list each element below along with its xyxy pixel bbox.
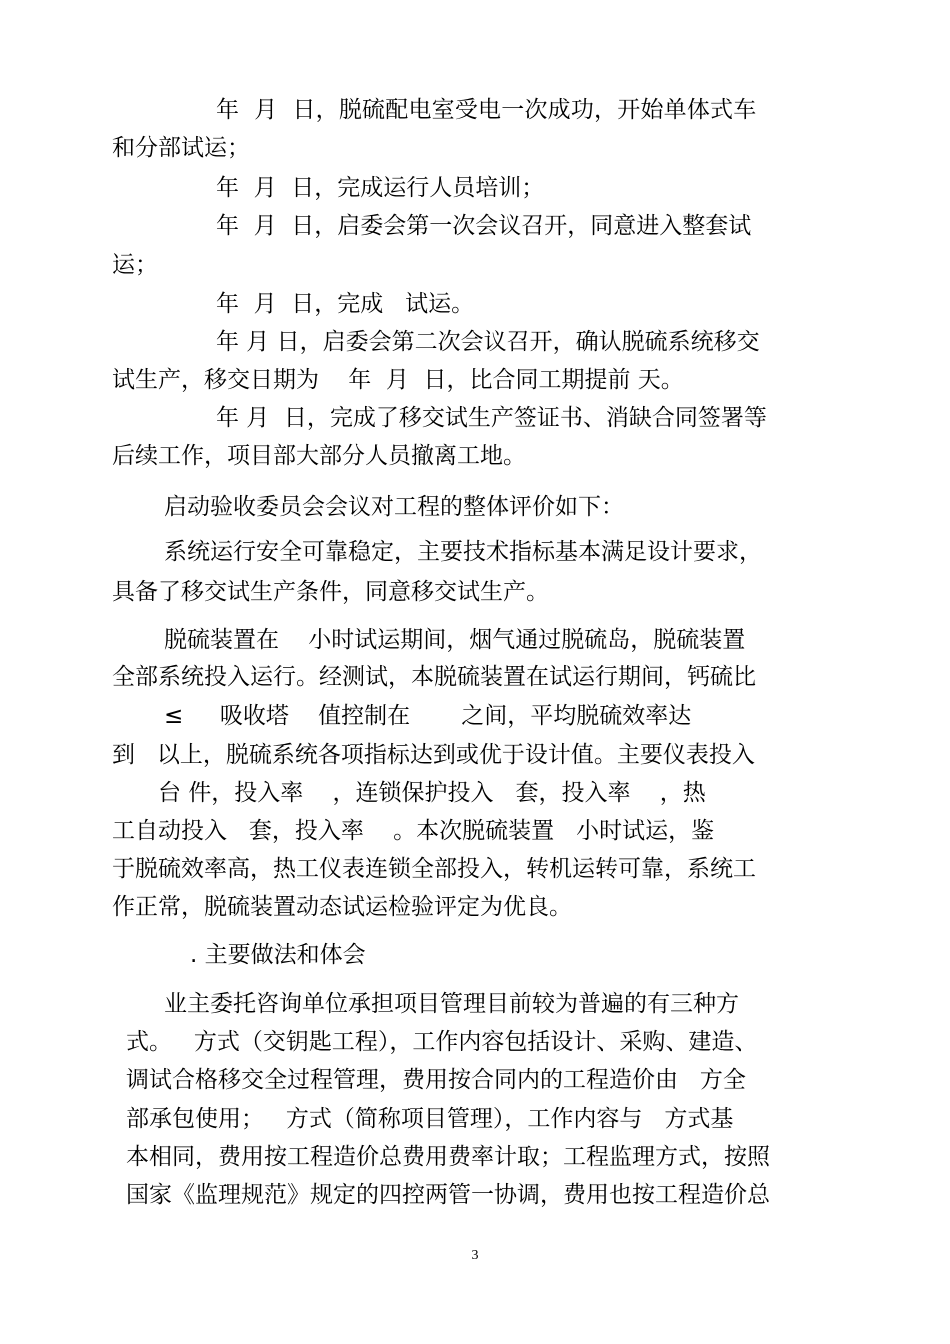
text-line-14: 脱硫装置在 小时试运期间，烟气通过脱硫岛，脱硫装置 [164, 627, 746, 653]
text-line-27: 本相同，费用按工程造价总费用费率计取；工程监理方式，按照 [126, 1144, 770, 1170]
text-line-21: 作正常，脱硫装置动态试运检验评定为优良。 [112, 894, 572, 920]
text-line-25: 调试合格移交全过程管理，费用按合同内的工程造价由 方全 [126, 1067, 746, 1093]
text-line-20: 于脱硫效率高，热工仪表连锁全部投入，转机运转可靠，系统工 [112, 856, 756, 882]
section-heading: . 主要做法和体会 [190, 942, 366, 968]
text-line-26: 部承包使用； 方式（简称项目管理），工作内容与 方式基 [126, 1106, 734, 1132]
page-number: 3 [471, 1248, 479, 1263]
text-line-5: 运； [112, 252, 158, 278]
text-line-19: 工自动投入 套，投入率 。本次脱硫装置 小时试运，鉴 [112, 818, 715, 844]
text-line-23: 业主委托咨询单位承担项目管理目前较为普遍的有三种方 [164, 991, 739, 1017]
text-line-4: 年 月 日，启委会第一次会议召开，同意进入整套试 [216, 213, 752, 239]
text-line-13: 具备了移交试生产条件，同意移交试生产。 [112, 579, 549, 605]
text-line-12: 系统运行安全可靠稳定，主要技术指标基本满足设计要求， [164, 539, 762, 565]
text-line-16: ≤ 吸收塔 值控制在 之间，平均脱硫效率达 [164, 703, 692, 729]
text-line-2: 和分部试运； [112, 135, 250, 161]
text-line-6: 年 月 日，完成 试运。 [216, 291, 475, 317]
text-line-18: 台 件，投入率 ，连锁保护投入 套，投入率 ，热 [158, 780, 706, 806]
text-line-1: 年 月 日，脱硫配电室受电一次成功，开始单体式车 [216, 97, 757, 123]
text-line-15: 全部系统投入运行。经测试，本脱硫装置在试运行期间，钙硫比 [112, 664, 756, 690]
text-line-28: 国家《监理规范》规定的四控两管一协调，费用也按工程造价总 [126, 1182, 770, 1208]
text-line-24: 式。 方式（交钥匙工程），工作内容包括设计、采购、建造、 [126, 1029, 758, 1055]
text-line-10: 后续工作，项目部大部分人员撤离工地。 [112, 443, 526, 469]
text-line-7: 年 月 日，启委会第二次会议召开，确认脱硫系统移交 [216, 329, 760, 355]
text-line-8: 试生产，移交日期为 年 月 日，比合同工期提前 天。 [112, 367, 684, 393]
text-line-17: 到 以上，脱硫系统各项指标达到或优于设计值。主要仪表投入 [112, 742, 755, 768]
text-line-11: 启动验收委员会会议对工程的整体评价如下： [164, 494, 624, 520]
text-line-9: 年 月 日，完成了移交试生产签证书、消缺合同签署等 [216, 405, 767, 431]
text-line-3: 年 月 日，完成运行人员培训； [216, 175, 545, 201]
